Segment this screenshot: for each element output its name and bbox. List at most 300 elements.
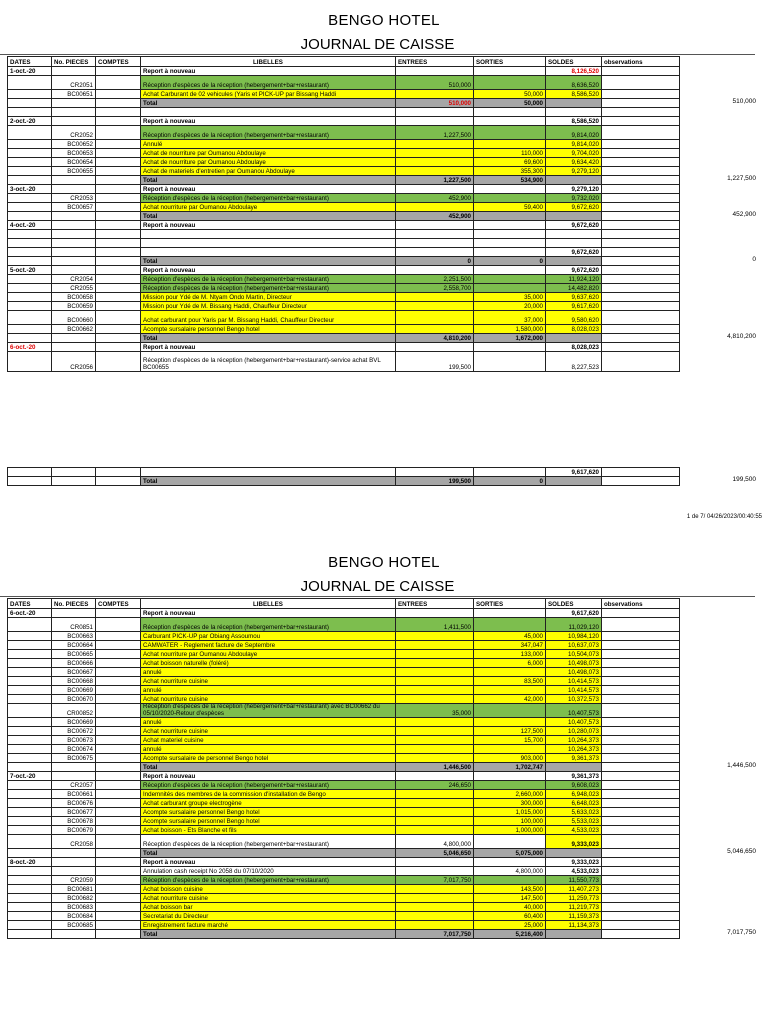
soldes-cell: 9,580,620 <box>546 311 602 325</box>
description-cell: Total <box>141 99 396 108</box>
journal-row <box>8 704 680 718</box>
account-cell <box>96 808 141 817</box>
entrees-cell: 1,446,500 <box>396 763 474 772</box>
description-cell: Carburant PICK-UP par Obiang Assoumou <box>141 632 396 641</box>
entrees-cell <box>396 641 474 650</box>
sorties-cell: 45,000 <box>474 632 546 641</box>
description-cell: Total <box>141 477 396 486</box>
soldes-cell: 9,672,620 <box>546 221 602 230</box>
column-header-entrees: ENTREES <box>396 57 474 67</box>
date-cell <box>8 632 52 641</box>
description-cell: Réception d'espèces de la réception (hebergement+bar+restaurant)-service achat BVL BC00655 <box>141 352 396 372</box>
journal-row <box>8 90 680 99</box>
entrees-cell <box>396 903 474 912</box>
journal-row <box>8 311 680 325</box>
piece-number-cell: BC00659 <box>52 302 96 311</box>
piece-number-cell: BC00653 <box>52 149 96 158</box>
date-cell <box>8 867 52 876</box>
observations-cell <box>602 885 680 894</box>
soldes-cell: 10,498,073 <box>546 668 602 677</box>
soldes-cell: 11,407,273 <box>546 885 602 894</box>
observations-cell <box>602 230 680 239</box>
total-row <box>8 212 680 221</box>
piece-number-cell: BC00674 <box>52 745 96 754</box>
piece-number-cell: CR2052 <box>52 126 96 140</box>
soldes-cell <box>546 212 602 221</box>
piece-number-cell: BC00663 <box>52 632 96 641</box>
column-header-soldes: SOLDES <box>546 599 602 609</box>
cash-journal-table <box>7 598 680 939</box>
soldes-cell: 10,984,120 <box>546 632 602 641</box>
day-header-row <box>8 609 680 618</box>
date-cell <box>8 727 52 736</box>
entrees-cell: 199,500 <box>396 352 474 372</box>
soldes-cell <box>546 849 602 858</box>
date-cell <box>8 849 52 858</box>
description-cell: Acompte sursalaire personnel Bengo hotel <box>141 808 396 817</box>
observations-cell <box>602 641 680 650</box>
date-cell: 3-oct.-20 <box>8 185 52 194</box>
description-cell: Achat carburant groupe electrogène <box>141 799 396 808</box>
entrees-cell <box>396 239 474 248</box>
account-cell <box>96 686 141 695</box>
entrees-cell <box>396 912 474 921</box>
sorties-cell: 50,000 <box>474 90 546 99</box>
account-cell <box>96 618 141 632</box>
description-cell <box>141 248 396 257</box>
account-cell <box>96 176 141 185</box>
sorties-cell: 4,800,000 <box>474 867 546 876</box>
description-cell: Report à nouveau <box>141 67 396 76</box>
day-header-row <box>8 117 680 126</box>
entrees-cell <box>396 343 474 352</box>
piece-number-cell: CR2053 <box>52 194 96 203</box>
observations-cell <box>602 903 680 912</box>
date-cell <box>8 650 52 659</box>
entrees-cell <box>396 867 474 876</box>
soldes-cell: 5,533,023 <box>546 817 602 826</box>
soldes-cell <box>546 99 602 108</box>
description-cell: annulé <box>141 686 396 695</box>
soldes-cell: 9,672,620 <box>546 248 602 257</box>
description-cell: Total <box>141 930 396 939</box>
soldes-cell: 4,533,023 <box>546 867 602 876</box>
total-row <box>8 176 680 185</box>
date-cell <box>8 239 52 248</box>
account-cell <box>96 867 141 876</box>
description-cell <box>141 468 396 477</box>
description-cell <box>141 108 396 117</box>
entrees-cell: 7,017,750 <box>396 930 474 939</box>
date-cell <box>8 284 52 293</box>
date-cell <box>8 275 52 284</box>
piece-number-cell <box>52 185 96 194</box>
piece-number-cell <box>52 67 96 76</box>
date-cell <box>8 618 52 632</box>
date-cell: 4-oct.-20 <box>8 221 52 230</box>
sorties-cell <box>474 718 546 727</box>
description-cell: Achat de nourriture par Oumanou Abdoulaye <box>141 158 396 167</box>
entrees-cell <box>396 817 474 826</box>
piece-number-cell: BC00657 <box>52 203 96 212</box>
description-cell: Achat nourriture cuisine <box>141 677 396 686</box>
description-cell: Total <box>141 763 396 772</box>
journal-row <box>8 659 680 668</box>
journal-row <box>8 781 680 790</box>
description-cell: Achat de nourriture par Oumanou Abdoulaye <box>141 149 396 158</box>
entrees-cell <box>396 659 474 668</box>
total-row <box>8 477 680 486</box>
observations-cell <box>602 275 680 284</box>
daily-entree-total: 7,017,750 <box>727 928 756 936</box>
entrees-cell <box>396 609 474 618</box>
description-cell: Achat boisson - Ets Blanche et fils <box>141 826 396 835</box>
observations-cell <box>602 686 680 695</box>
journal-row <box>8 352 680 372</box>
description-cell: Total <box>141 212 396 221</box>
sorties-cell <box>474 618 546 632</box>
observations-cell <box>602 745 680 754</box>
date-cell <box>8 641 52 650</box>
piece-number-cell <box>52 108 96 117</box>
date-cell <box>8 248 52 257</box>
account-cell <box>96 718 141 727</box>
description-cell: Total <box>141 334 396 343</box>
entrees-cell: 452,900 <box>396 212 474 221</box>
piece-number-cell <box>52 763 96 772</box>
sorties-cell <box>474 668 546 677</box>
account-cell <box>96 736 141 745</box>
description-cell: Total <box>141 176 396 185</box>
observations-cell <box>602 867 680 876</box>
journal-row <box>8 158 680 167</box>
entrees-cell <box>396 858 474 867</box>
piece-number-cell: BC00666 <box>52 659 96 668</box>
date-cell <box>8 781 52 790</box>
observations-cell <box>602 468 680 477</box>
description-cell: Réception d'espèces de la réception (hebergement+bar+restaurant) <box>141 835 396 849</box>
account-cell <box>96 835 141 849</box>
account-cell <box>96 609 141 618</box>
date-cell <box>8 912 52 921</box>
sorties-cell: 50,000 <box>474 99 546 108</box>
sorties-cell <box>474 876 546 885</box>
piece-number-cell <box>52 867 96 876</box>
date-cell <box>8 257 52 266</box>
day-header-row <box>8 185 680 194</box>
journal-row <box>8 921 680 930</box>
observations-cell <box>602 618 680 632</box>
journal-row <box>8 876 680 885</box>
date-cell <box>8 677 52 686</box>
day-header-row <box>8 772 680 781</box>
soldes-cell: 10,407,573 <box>546 718 602 727</box>
entrees-cell <box>396 799 474 808</box>
sorties-cell <box>474 352 546 372</box>
soldes-cell: 9,333,023 <box>546 858 602 867</box>
description-cell: Achat boisson bar <box>141 903 396 912</box>
soldes-cell: 9,361,373 <box>546 772 602 781</box>
sorties-cell <box>474 117 546 126</box>
entrees-cell <box>396 632 474 641</box>
sorties-cell: 20,000 <box>474 302 546 311</box>
journal-row <box>8 668 680 677</box>
observations-cell <box>602 194 680 203</box>
entrees-cell <box>396 745 474 754</box>
observations-cell <box>602 695 680 704</box>
total-row <box>8 849 680 858</box>
sorties-cell: 534,900 <box>474 176 546 185</box>
column-header-sorties: SORTIES <box>474 57 546 67</box>
sorties-cell <box>474 284 546 293</box>
cash-journal-table <box>7 56 680 372</box>
piece-number-cell <box>52 212 96 221</box>
account-cell <box>96 477 141 486</box>
journal-row <box>8 912 680 921</box>
piece-number-cell <box>52 477 96 486</box>
piece-number-cell <box>52 176 96 185</box>
soldes-cell: 9,732,020 <box>546 194 602 203</box>
sorties-cell: 83,500 <box>474 677 546 686</box>
date-cell <box>8 176 52 185</box>
journal-row <box>8 108 680 117</box>
sorties-cell: 347,047 <box>474 641 546 650</box>
soldes-cell: 10,414,573 <box>546 677 602 686</box>
date-cell <box>8 468 52 477</box>
daily-entree-total: 199,500 <box>732 475 756 483</box>
account-cell <box>96 140 141 149</box>
account-cell <box>96 230 141 239</box>
hotel-name: BENGO HOTEL <box>328 554 440 571</box>
observations-cell <box>602 352 680 372</box>
piece-number-cell <box>52 99 96 108</box>
description-cell: Report à nouveau <box>141 609 396 618</box>
soldes-cell: 9,617,620 <box>546 609 602 618</box>
date-cell <box>8 203 52 212</box>
entrees-cell: 4,800,000 <box>396 835 474 849</box>
soldes-cell: 11,029,120 <box>546 618 602 632</box>
soldes-cell: 11,159,373 <box>546 912 602 921</box>
account-cell <box>96 343 141 352</box>
column-header-dates: DATES <box>8 599 52 609</box>
soldes-cell: 8,636,520 <box>546 76 602 90</box>
observations-cell <box>602 108 680 117</box>
journal-row <box>8 754 680 763</box>
observations-cell <box>602 632 680 641</box>
description-cell: annulé <box>141 668 396 677</box>
journal-row <box>8 903 680 912</box>
piece-number-cell: BC00655 <box>52 167 96 176</box>
journal-row <box>8 727 680 736</box>
entrees-cell: 7,017,750 <box>396 876 474 885</box>
description-cell: Achat nourriture cuisine <box>141 695 396 704</box>
sorties-cell <box>474 343 546 352</box>
description-cell: Réception d'espèces de la réception (hebergement+bar+restaurant) <box>141 76 396 90</box>
piece-number-cell: BC00669 <box>52 686 96 695</box>
sorties-cell <box>474 468 546 477</box>
entrees-cell <box>396 650 474 659</box>
daily-entree-total: 1,446,500 <box>727 761 756 769</box>
journal-row <box>8 826 680 835</box>
entrees-cell <box>396 468 474 477</box>
account-cell <box>96 641 141 650</box>
piece-number-cell: CR0851 <box>52 618 96 632</box>
entrees-cell <box>396 203 474 212</box>
account-cell <box>96 212 141 221</box>
sorties-cell <box>474 140 546 149</box>
entrees-cell <box>396 221 474 230</box>
sorties-cell <box>474 239 546 248</box>
piece-number-cell: BC00668 <box>52 677 96 686</box>
piece-number-cell: BC00675 <box>52 754 96 763</box>
sorties-cell: 0 <box>474 477 546 486</box>
entrees-cell: 35,000 <box>396 704 474 718</box>
journal-row <box>8 248 680 257</box>
description-cell: Total <box>141 849 396 858</box>
date-cell: 2-oct.-20 <box>8 117 52 126</box>
total-row <box>8 257 680 266</box>
sorties-cell: 300,000 <box>474 799 546 808</box>
sorties-cell: 25,000 <box>474 921 546 930</box>
piece-number-cell <box>52 468 96 477</box>
soldes-cell <box>546 257 602 266</box>
observations-cell <box>602 311 680 325</box>
description-cell: Report à nouveau <box>141 343 396 352</box>
date-cell <box>8 745 52 754</box>
observations-cell <box>602 763 680 772</box>
piece-number-cell <box>52 858 96 867</box>
entrees-cell <box>396 230 474 239</box>
account-cell <box>96 167 141 176</box>
observations-cell <box>602 99 680 108</box>
date-cell: 6-oct.-20 <box>8 609 52 618</box>
column-header-dates: DATES <box>8 57 52 67</box>
observations-cell <box>602 343 680 352</box>
soldes-cell <box>546 930 602 939</box>
sorties-cell: 1,000,000 <box>474 826 546 835</box>
account-cell <box>96 334 141 343</box>
date-cell <box>8 790 52 799</box>
journal-row <box>8 76 680 90</box>
description-cell: Report à nouveau <box>141 117 396 126</box>
account-cell <box>96 302 141 311</box>
piece-number-cell: CR2055 <box>52 284 96 293</box>
observations-cell <box>602 302 680 311</box>
date-cell <box>8 325 52 334</box>
date-cell <box>8 695 52 704</box>
piece-number-cell <box>52 239 96 248</box>
date-cell <box>8 194 52 203</box>
soldes-cell <box>546 239 602 248</box>
piece-number-cell: BC00673 <box>52 736 96 745</box>
daily-entree-total: 452,900 <box>732 210 756 218</box>
date-cell <box>8 876 52 885</box>
description-cell: Achat materiel cuisine <box>141 736 396 745</box>
date-cell <box>8 352 52 372</box>
entrees-cell: 1,227,500 <box>396 176 474 185</box>
date-cell <box>8 763 52 772</box>
observations-cell <box>602 325 680 334</box>
account-cell <box>96 284 141 293</box>
entrees-cell: 5,046,650 <box>396 849 474 858</box>
sorties-cell: 147,500 <box>474 894 546 903</box>
piece-number-cell: CR2056 <box>52 352 96 372</box>
piece-number-cell <box>52 257 96 266</box>
sorties-cell: 1,672,000 <box>474 334 546 343</box>
journal-row <box>8 790 680 799</box>
observations-cell <box>602 266 680 275</box>
soldes-cell: 11,134,373 <box>546 921 602 930</box>
day-header-row <box>8 343 680 352</box>
account-cell <box>96 826 141 835</box>
column-header-observations: observations <box>602 57 680 67</box>
journal-row <box>8 885 680 894</box>
entrees-cell <box>396 108 474 117</box>
sorties-cell: 1,580,000 <box>474 325 546 334</box>
entrees-cell <box>396 149 474 158</box>
soldes-cell: 8,586,520 <box>546 90 602 99</box>
observations-cell <box>602 293 680 302</box>
date-cell: 6-oct.-20 <box>8 343 52 352</box>
entrees-cell <box>396 695 474 704</box>
column-header-observations: observations <box>602 599 680 609</box>
soldes-cell: 10,414,573 <box>546 686 602 695</box>
date-cell <box>8 99 52 108</box>
piece-number-cell <box>52 772 96 781</box>
account-cell <box>96 311 141 325</box>
journal-row <box>8 618 680 632</box>
column-header-soldes: SOLDES <box>546 57 602 67</box>
entrees-cell <box>396 885 474 894</box>
journal-row <box>8 641 680 650</box>
column-header-comptes: COMPTES <box>96 57 141 67</box>
description-cell <box>141 239 396 248</box>
account-cell <box>96 885 141 894</box>
entrees-cell <box>396 90 474 99</box>
soldes-cell: 5,633,023 <box>546 808 602 817</box>
sorties-cell <box>474 126 546 140</box>
journal-row <box>8 325 680 334</box>
observations-cell <box>602 736 680 745</box>
sorties-cell: 6,000 <box>474 659 546 668</box>
description-cell: Report à nouveau <box>141 858 396 867</box>
sorties-cell: 903,000 <box>474 754 546 763</box>
piece-number-cell: BC00661 <box>52 790 96 799</box>
entrees-cell <box>396 894 474 903</box>
account-cell <box>96 248 141 257</box>
description-cell: annulé <box>141 745 396 754</box>
sorties-cell: 5,075,000 <box>474 849 546 858</box>
account-cell <box>96 185 141 194</box>
piece-number-cell <box>52 230 96 239</box>
soldes-cell: 9,617,620 <box>546 468 602 477</box>
soldes-cell: 4,533,023 <box>546 826 602 835</box>
observations-cell <box>602 817 680 826</box>
date-cell <box>8 90 52 99</box>
sorties-cell: 42,000 <box>474 695 546 704</box>
daily-entree-total: 510,000 <box>732 97 756 105</box>
observations-cell <box>602 781 680 790</box>
description-cell: Report à nouveau <box>141 772 396 781</box>
soldes-cell <box>546 230 602 239</box>
entrees-cell: 4,810,200 <box>396 334 474 343</box>
entrees-cell: 510,000 <box>396 99 474 108</box>
observations-cell <box>602 727 680 736</box>
account-cell <box>96 849 141 858</box>
soldes-cell: 9,279,120 <box>546 185 602 194</box>
entrees-cell <box>396 158 474 167</box>
journal-row <box>8 817 680 826</box>
